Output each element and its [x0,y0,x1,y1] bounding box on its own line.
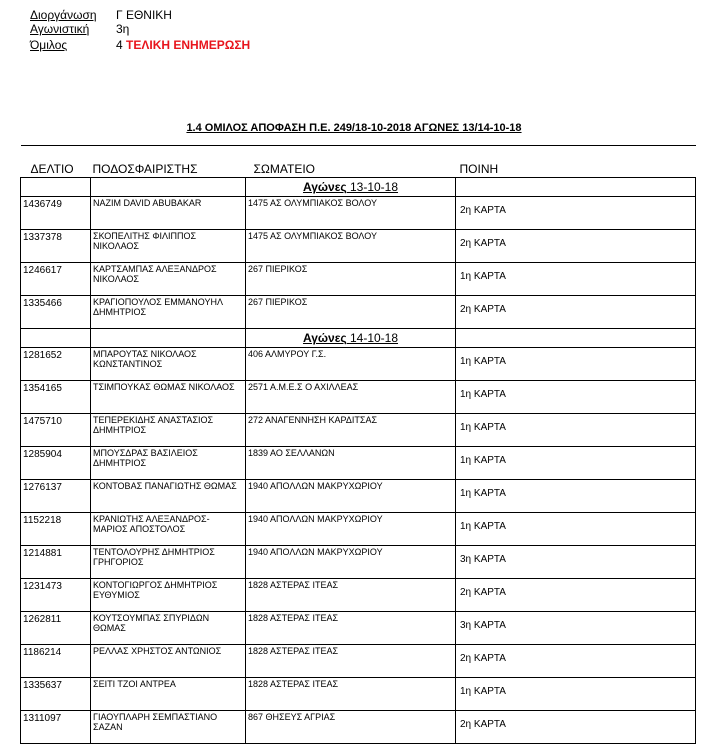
penalties-table-body [21,146,696,744]
card-number: 1311097 [21,711,91,744]
section-blank [456,178,696,197]
table-row [21,381,696,414]
penalty: 1η ΚΑΡΤΑ [456,480,696,513]
card-number: 1231473 [21,579,91,612]
penalty: 1η ΚΑΡΤΑ [456,381,696,414]
section-label: Αγώνες [302,331,347,345]
table-row [21,230,696,263]
table-row [21,546,696,579]
penalty: 1η ΚΑΡΤΑ [456,513,696,546]
section-date: 13-10-18 [349,180,399,194]
penalty: 1η ΚΑΡΤΑ [456,348,696,381]
status-text: ΤΕΛΙΚΗ ΕΝΗΜΕΡΩΣΗ [126,38,251,52]
col-club-header: ΣΩΜΑΤΕΙΟ [246,146,456,178]
penalty: 2η ΚΑΡΤΑ [456,711,696,744]
card-number: 1354165 [21,381,91,414]
club-name: 272 ΑΝΑΓΕΝΝΗΣΗ ΚΑΡΔΙΤΣΑΣ [246,414,456,447]
group-label: Όμιλος [30,38,68,52]
club-name: 867 ΘΗΣΕΥΣ ΑΓΡΙΑΣ [246,711,456,744]
table-row [21,348,696,381]
card-number: 1186214 [21,645,91,678]
player-name: ΜΠΑΡΟΥΤΑΣ ΝΙΚΟΛΑΟΣ ΚΩΝΣΤΑΝΤΙΝΟΣ [91,348,246,381]
card-number: 1276137 [21,480,91,513]
table-row [21,263,696,296]
club-name: 1940 ΑΠΟΛΛΩΝ ΜΑΚΡΥΧΩΡΙΟΥ [246,513,456,546]
card-number: 1475710 [21,414,91,447]
club-name: 267 ΠΙΕΡΙΚΟΣ [246,296,456,329]
season-label: Αγωνιστική [30,22,90,36]
club-name: 1940 ΑΠΟΛΛΩΝ ΜΑΚΡΥΧΩΡΙΟΥ [246,546,456,579]
penalties-table [20,145,696,744]
penalty: 2η ΚΑΡΤΑ [456,296,696,329]
table-row [21,678,696,711]
card-number: 1285904 [21,447,91,480]
club-name: 1475 ΑΣ ΟΛΥΜΠΙΑΚΟΣ ΒΟΛΟΥ [246,230,456,263]
table-row [21,414,696,447]
penalty: 2η ΚΑΡΤΑ [456,579,696,612]
penalty: 2η ΚΑΡΤΑ [456,197,696,230]
section-blank [456,329,696,348]
penalty: 1η ΚΑΡΤΑ [456,414,696,447]
penalty: 3η ΚΑΡΤΑ [456,546,696,579]
player-name: ΤΣΙΜΠΟΥΚΑΣ ΘΩΜΑΣ ΝΙΚΟΛΑΟΣ [91,381,246,414]
table-row [21,480,696,513]
club-name: 1940 ΑΠΟΛΛΩΝ ΜΑΚΡΥΧΩΡΙΟΥ [246,480,456,513]
col-penalty-header: ΠΟΙΝΗ [456,146,696,178]
club-name: 1475 ΑΣ ΟΛΥΜΠΙΑΚΟΣ ΒΟΛΟΥ [246,197,456,230]
penalty: 2η ΚΑΡΤΑ [456,230,696,263]
club-name: 406 ΑΛΜΥΡΟΥ Γ.Σ. [246,348,456,381]
season-value: 3η [116,22,130,36]
card-number: 1246617 [21,263,91,296]
group-value-wrap [116,38,250,52]
player-name: ΚΟΝΤΟΓΙΩΡΓΟΣ ΔΗΜΗΤΡΙΟΣ ΕΥΘΥΜΙΟΣ [91,579,246,612]
section-header-row [21,329,696,348]
card-number: 1281652 [21,348,91,381]
player-name: ΚΡΑΓΙΟΠΟΥΛΟΣ ΕΜΜΑΝΟΥΗΛ ΔΗΜΗΤΡΙΟΣ [91,296,246,329]
section-header-row [21,178,696,197]
table-row [21,612,696,645]
table-header-row [21,146,696,178]
penalty: 3η ΚΑΡΤΑ [456,612,696,645]
card-number: 1335637 [21,678,91,711]
player-name: ΓΙΑΟΥΠΛΑΡΗ ΣΕΜΠΑΣΤΙΑΝΟ ΣΑΖΑΝ [91,711,246,744]
penalty: 1η ΚΑΡΤΑ [456,447,696,480]
table-row [21,579,696,612]
penalty: 1η ΚΑΡΤΑ [456,263,696,296]
section-blank [91,329,246,348]
table-row [21,197,696,230]
player-name: ΣΚΟΠΕΛΙΤΗΣ ΦΙΛΙΠΠΟΣ ΝΙΚΟΛΑΟΣ [91,230,246,263]
penalty: 1η ΚΑΡΤΑ [456,678,696,711]
card-number: 1152218 [21,513,91,546]
table-row [21,513,696,546]
section-title [246,178,456,197]
col-card-header: ΔΕΛΤΙΟ [21,146,91,178]
section-blank [21,178,91,197]
group-value: 4 [116,38,123,52]
club-name: 1828 ΑΣΤΕΡΑΣ ΙΤΕΑΣ [246,612,456,645]
col-player-header: ΠΟΔΟΣΦΑΙΡΙΣΤΗΣ [91,146,246,178]
card-number: 1436749 [21,197,91,230]
section-label: Αγώνες [302,180,347,194]
card-number: 1335466 [21,296,91,329]
org-label: Διοργάνωση [30,8,97,22]
section-blank [91,178,246,197]
section-blank [21,329,91,348]
player-name: ΚΟΝΤΟΒΑΣ ΠΑΝΑΓΙΩΤΗΣ ΘΩΜΑΣ [91,480,246,513]
decision-title: 1.4 ΟΜΙΛΟΣ ΑΠΟΦΑΣΗ Π.Ε. 249/18-10-2018 ΑΓΩΝΕΣ 13/14-10-18 [186,122,522,134]
card-number: 1337378 [21,230,91,263]
club-name: 1828 ΑΣΤΕΡΑΣ ΙΤΕΑΣ [246,579,456,612]
org-value: Γ ΕΘΝΙΚΗ [116,8,172,22]
section-date: 14-10-18 [349,331,399,345]
club-name: 1839 ΑΟ ΣΕΛΛΑΝΩΝ [246,447,456,480]
player-name: ΤΕΝΤΟΛΟΥΡΗΣ ΔΗΜΗΤΡΙΟΣ ΓΡΗΓΟΡΙΟΣ [91,546,246,579]
player-name: ΣΕΙΤΙ ΤΖΟΙ ΑΝΤΡΕΑ [91,678,246,711]
club-name: 267 ΠΙΕΡΙΚΟΣ [246,263,456,296]
club-name: 1828 ΑΣΤΕΡΑΣ ΙΤΕΑΣ [246,645,456,678]
card-number: 1214881 [21,546,91,579]
club-name: 2571 Α.Μ.Ε.Σ Ο ΑΧΙΛΛΕΑΣ [246,381,456,414]
player-name: NAZIM DAVID ABUBAKAR [91,197,246,230]
club-name: 1828 ΑΣΤΕΡΑΣ ΙΤΕΑΣ [246,678,456,711]
player-name: ΚΑΡΤΣΑΜΠΑΣ ΑΛΕΞΑΝΔΡΟΣ ΝΙΚΟΛΑΟΣ [91,263,246,296]
player-name: ΚΟΥΤΣΟΥΜΠΑΣ ΣΠΥΡΙΔΩΝ ΘΩΜΑΣ [91,612,246,645]
player-name: ΚΡΑΝΙΩΤΗΣ ΑΛΕΞΑΝΔΡΟΣ-ΜΑΡΙΟΣ ΑΠΟΣΤΟΛΟΣ [91,513,246,546]
penalty: 2η ΚΑΡΤΑ [456,645,696,678]
section-title [246,329,456,348]
player-name: ΡΕΛΛΑΣ ΧΡΗΣΤΟΣ ΑΝΤΩΝΙΟΣ [91,645,246,678]
card-number: 1262811 [21,612,91,645]
player-name: ΜΠΟΥΣΔΡΑΣ ΒΑΣΙΛΕΙΟΣ ΔΗΜΗΤΡΙΟΣ [91,447,246,480]
table-row [21,447,696,480]
table-row [21,645,696,678]
table-row [21,296,696,329]
table-row [21,711,696,744]
player-name: ΤΕΠΕΡΕΚΙΔΗΣ ΑΝΑΣΤΑΣΙΟΣ ΔΗΜΗΤΡΙΟΣ [91,414,246,447]
